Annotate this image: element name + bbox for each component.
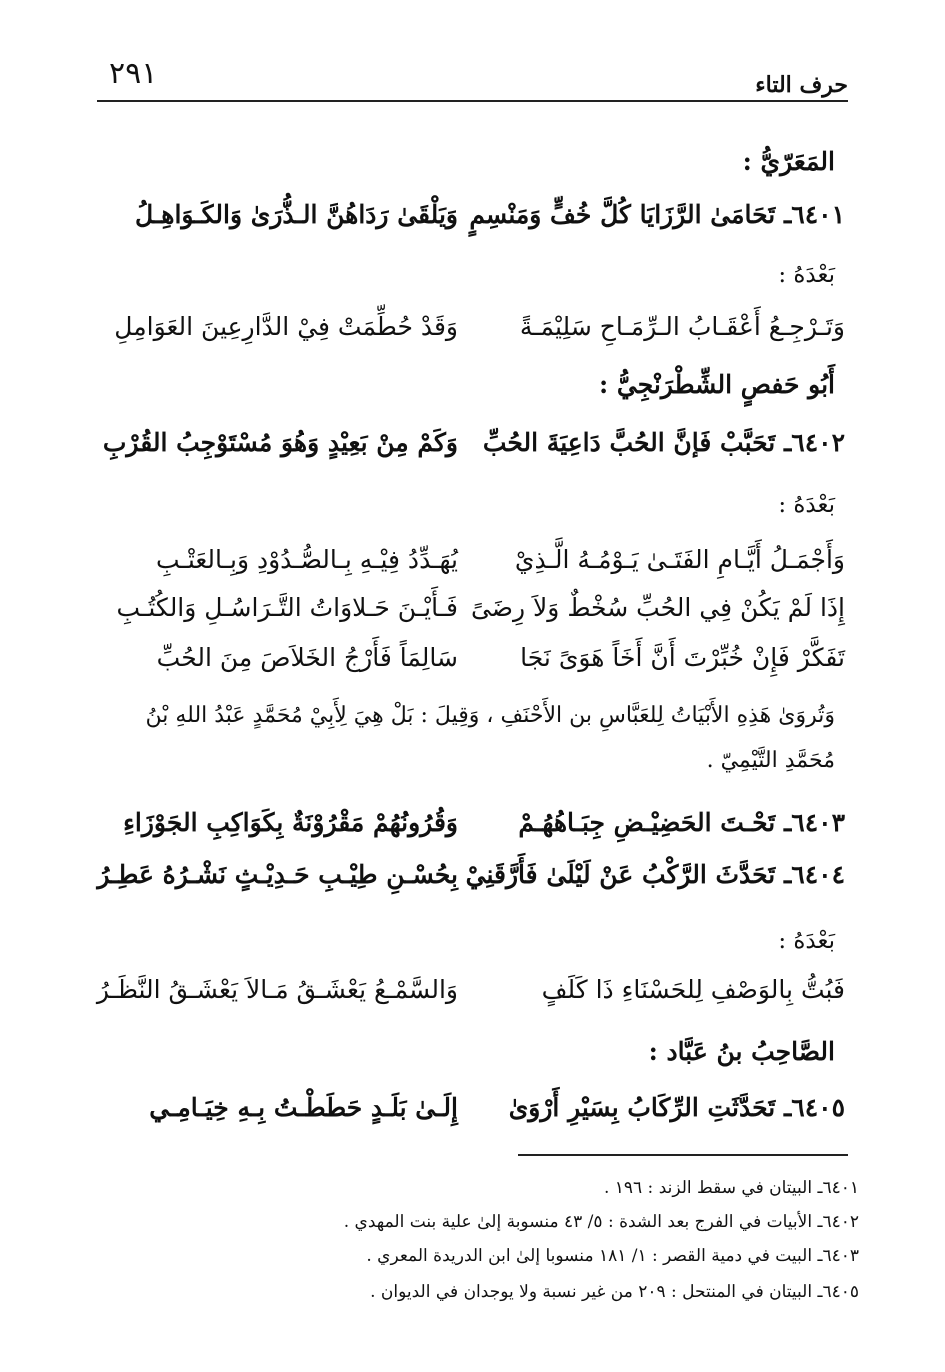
verse-a1-left: وَقَدْ حُطِّمَتْ فِيْ الدَّارِعِينَ العَوَامِلِ (114, 312, 458, 341)
footnote: ٦٤٠٥ـ البيتان في المنتحل : ٢٠٩ من غير نسبة ولا يوجدان في الديوان . (370, 1282, 859, 1302)
footnote: ٦٤٠٣ـ البيت في دمية القصر : ١/ ١٨١ منسوبا إلىٰ ابن الدريدة المعري . (366, 1246, 859, 1266)
footnote: ٦٤٠٢ـ الأبيات في الفرج بعد الشدة : ٥/ ٤٣ منسوبة إلىٰ علية بنت المهدي . (343, 1212, 859, 1232)
verse-a1-right: وَتَـرْجِـعُ أَعْقَـابُ الـرِّمَـاحِ سَلِيْمَـةً (519, 312, 845, 341)
verse-number: ٦٤٠٣ـ (783, 808, 845, 837)
verse-b3-right: تَفَكَّرْ فَإِنْ خُبِّرْتَ أَنَّ أَخَاً هَوَىً نَجَا (520, 643, 845, 672)
footnote: ٦٤٠١ـ البيتان في سقط الزند : ١٩٦ . (603, 1178, 859, 1198)
poet-name: أَبُو حَفصٍ الشِّطْرَنْجِيُّ : (599, 370, 835, 399)
verse-6404-right (465, 860, 845, 889)
verse-6403-left: وَقُرُونُهُمْ مَقْرُوْنَةٌ بِكَوَاكِبِ الجَوْزَاءِ (123, 808, 458, 837)
verse-6403-right (500, 808, 845, 837)
verse-b2-right: إِذَا لَمْ يَكُنْ فِي الحُبِّ سُخْطٌ وَلاَ رِضَىً (470, 593, 845, 622)
verse-b2-left: فَـأَيْـنَ حَـلاوَاتُ التَّـرَاسُـلِ وَالكُتُـبِ (116, 593, 458, 622)
verse-6401-right (469, 200, 845, 229)
verse-hemistich: تَحْـتَ الحَضِيْـضِ جِبَـاهُهُـمْ (518, 808, 776, 837)
verse-hemistich: تَحَدَّثَ الرَّكْبُ عَنْ لَيْلَىٰ فَأَرَّقَنِيْ (465, 860, 776, 889)
verse-hemistich: تَحَدَّثَتِ الرِّكَابُ بِسَيْرِ أَرْوَىٰ (508, 1093, 776, 1122)
verse-6402-left: وَكَمْ مِنْ بَعِيْدٍ وَهُوَ مُسْتَوْجِبُ القُرْبِ (102, 428, 458, 457)
poet-name: المَعَرّيُّ : (742, 147, 835, 176)
after-label: بَعْدَهُ : (778, 928, 835, 954)
prose-note: وَتُروَىٰ هَذِهِ الأَبْيَاتُ لِلعَبَّاسِ بن الأَحْنَفِ ، وَقِيلَ : بَلْ هِيَ لِأَبِيْ مُحَمَّدٍ عَبْدُ اللهِ بْنُ (145, 703, 835, 728)
verse-c1-right: فَبُتُّ بِالوَصْفِ لِلحَسْنَاءِ ذَا كَلَفٍ (541, 975, 845, 1004)
footnote-rule (518, 1154, 848, 1156)
verse-b1-right: وَأَجْمَـلُ أَيَّـامِ الفَتَـىٰ يَـوْمُـهُ الَّـذِيْ (514, 545, 845, 574)
verse-number: ٦٤٠٤ـ (783, 860, 845, 889)
verse-b3-left: سَالِمَاً فَأَرْجُ الخَلاَصَ مِنَ الحُبِّ (156, 643, 458, 672)
verse-6405-left: إِلَـىٰ بَلَـدٍ حَطَطْـتُ بِـهِ خِيَـامِـي (149, 1093, 458, 1122)
verse-6404-left: بِحُسْـنِ طِيْـبِ حَـدِيْـثٍ نَشْـرُهُ عَطِـرُ (97, 860, 458, 889)
verse-number: ٦٤٠١ـ (783, 200, 845, 229)
verse-hemistich: تَحَبَّبْ فَإنَّ الحُبَّ دَاعِيَةَ الحُبِّ (482, 428, 776, 457)
poet-name: الصَّاحِبُ بنُ عَبَّاد : (648, 1037, 835, 1066)
verse-hemistich: تَحَامَىٰ الرَّزَايَا كُلَّ خُفٍّ وَمَنْسِمٍ (469, 200, 776, 229)
after-label: بَعْدَهُ : (778, 492, 835, 518)
verse-number: ٦٤٠٥ـ (783, 1093, 845, 1122)
page-number: ٢٩١ (109, 56, 158, 91)
verse-6405-right (500, 1093, 845, 1122)
verse-6402-right (482, 428, 845, 457)
verse-c1-left: وَالسَّمْـعُ يَعْشَـقُ مَـالاَ يَعْشَـقُ النَّظَـرُ (96, 975, 458, 1004)
verse-6401-left: وَيَلْقَىٰ رَدَاهُنَّ الـذُّرَىٰ وَالكَـوَاهِـلُ (135, 200, 458, 229)
prose-note: مُحَمَّدِ التَّيْمِيّ . (706, 748, 835, 773)
verse-b1-left: يُهَـدِّدُ فِيْـهِ بِـالصُّـدُوْدِ وَبِـالعَتْـبِ (155, 545, 458, 574)
running-head: حرف التاء (755, 72, 848, 98)
after-label: بَعْدَهُ : (778, 262, 835, 288)
page-header (97, 48, 848, 102)
verse-number: ٦٤٠٢ـ (783, 428, 845, 457)
